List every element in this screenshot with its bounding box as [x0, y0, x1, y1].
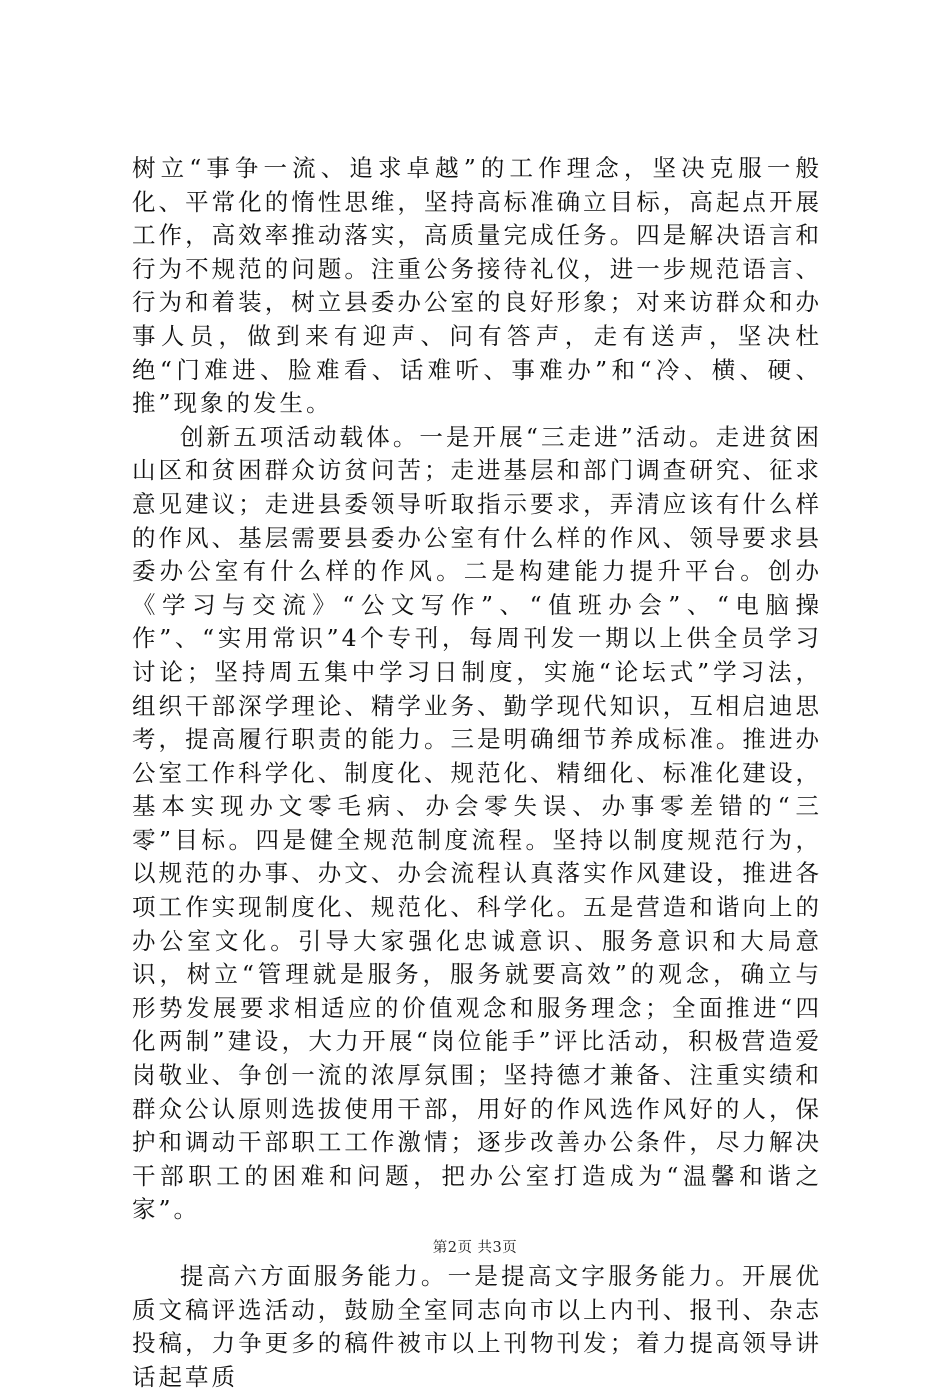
- paragraph-activity-carriers: 创新五项活动载体。一是开展“三走进”活动。走进贫困山区和贫困群众访贫问苦；走进基层和部门调查研究、征求意见建议；走进县委领导听取指示要求，弄清应该有什么样的作风、基层需要县委办公室有什么样的作风、领导要求县委办公室有什么样的作风。二是构建能力提升平台。创办《学习与交流》“公文写作”、“值班办会”、“电脑操作”、“实用常识”4个专刊，每周刊发一期以上供全员学习讨论；坚持周五集中学习日制度，实施“论坛式”学习法，组织干部深学理论、精学业务、勤学现代知识，互相启迪思考，提高履行职责的能力。三是明确细节养成标准。推进办公室工作科学化、制度化、规范化、精细化、标准化建设，基本实现办文零毛病、办会零失误、办事零差错的“三零”目标。四是健全规范制度流程。坚持以制度规范行为，以规范的办事、办文、办会流程认真落实作风建设，推进各项工作实现制度化、规范化、科学化。五是营造和谐向上的办公室文化。引导大家强化忠诚意识、服务意识和大局意识，树立“管理就是服务，服务就要高效”的观念，确立与形势发展要求相适应的价值观念和服务理念；全面推进“四化两制”建设，大力开展“岗位能手”评比活动，积极营造爱岗敬业、争创一流的浓厚氛围；坚持德才兼备、注重实绩和群众公认原则选拔使用干部，用好的作风选作风好的人，保护和调动干部职工工作激情；逐步改善办公条件，尽力解决干部职工的困难和问题，把办公室打造成为“温馨和谐之家”。: [132, 422, 822, 1224]
- paragraph-continuation: 树立“事争一流、追求卓越”的工作理念，坚决克服一般化、平常化的惰性思维，坚持高标准确立目标，高起点开展工作，高效率推动落实，高质量完成任务。四是解决语言和行为不规范的问题。注重公务接待礼仪，进一步规范语言、行为和着装，树立县委办公室的良好形象；对来访群众和办事人员，做到来有迎声、问有答声，走有送声，坚决杜绝“门难进、脸难看、话难听、事难办”和“冷、横、硬、推”现象的发生。: [132, 154, 822, 418]
- page-number-footer: 第2页 共3页: [432, 1240, 518, 1256]
- paragraph-service-capability: 提高六方面服务能力。一是提高文字服务能力。开展优质文稿评选活动，鼓励全室同志向市以上内刊、报刊、杂志投稿，力争更多的稿件被市以上刊物刊发；着力提高领导讲话起草质: [132, 1262, 822, 1391]
- document-body: [132, 152, 822, 1394]
